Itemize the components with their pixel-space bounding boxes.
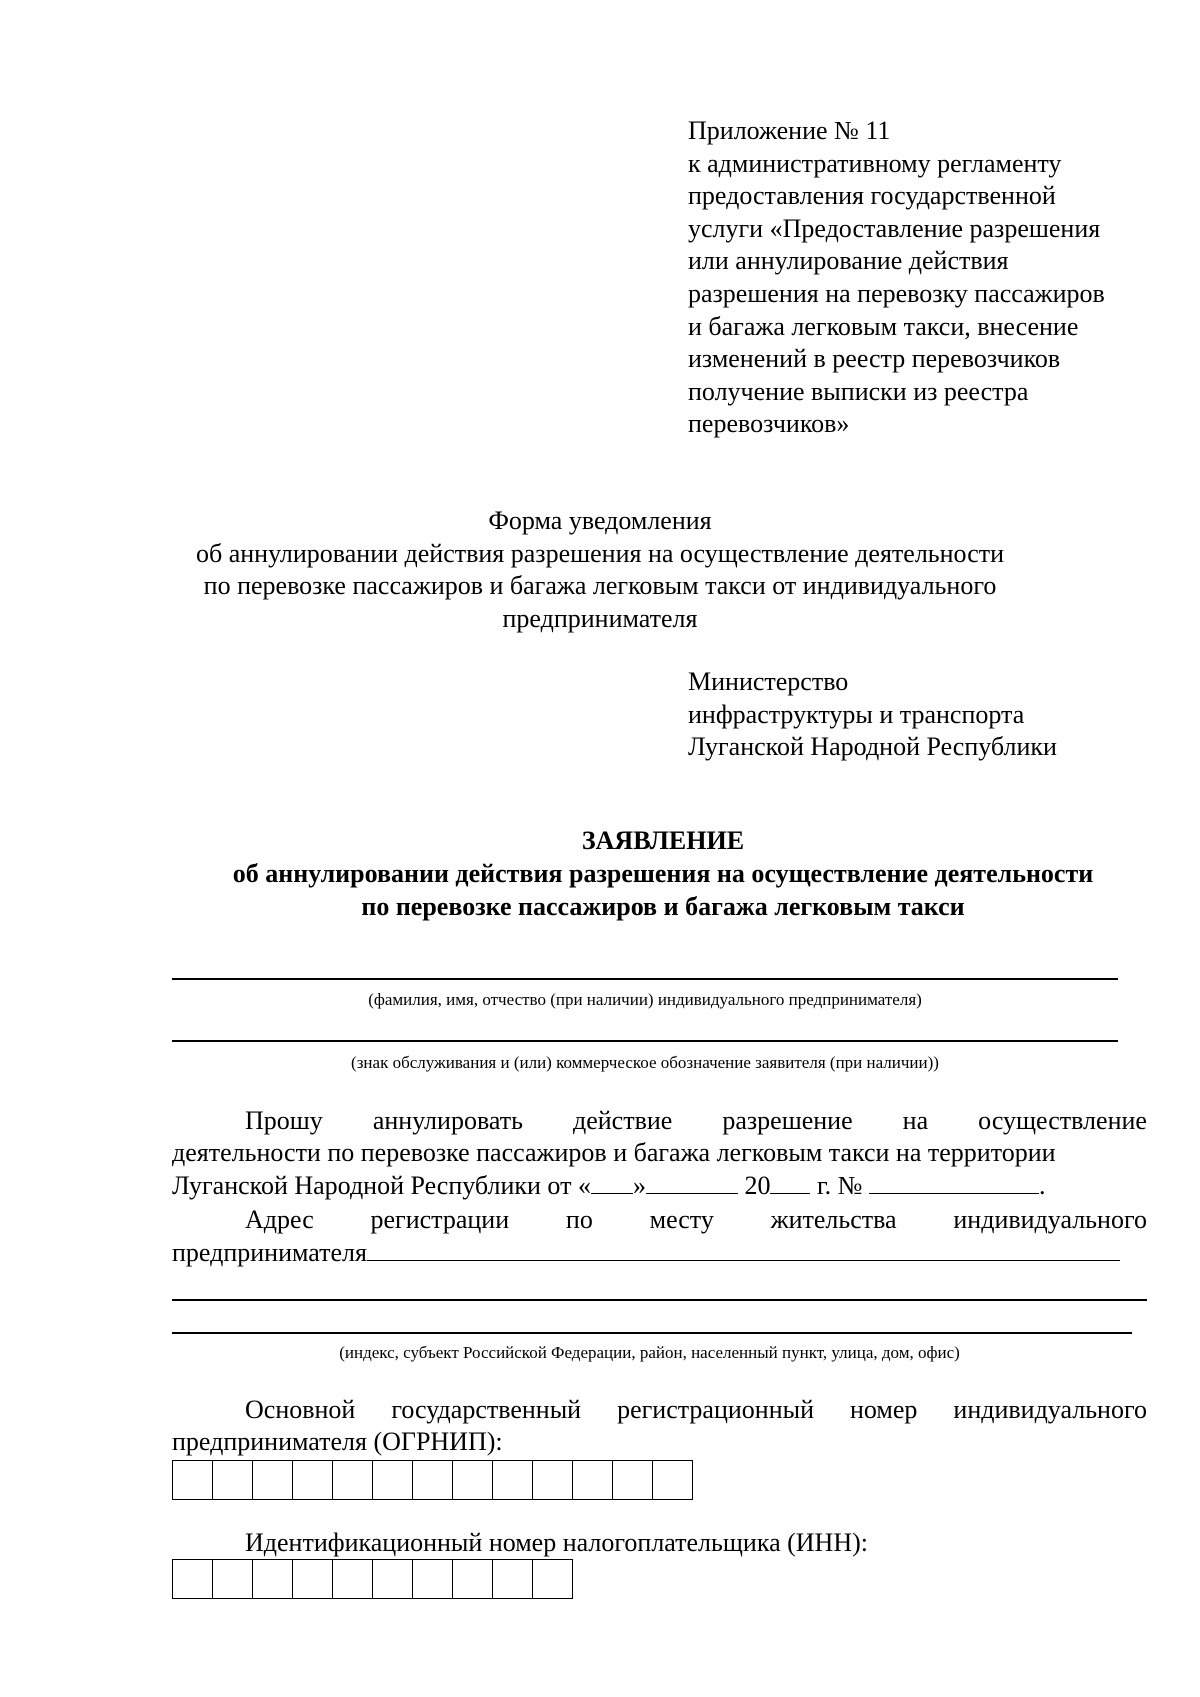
ogrnip-digit-box[interactable] [533, 1461, 573, 1499]
inn-digit-box[interactable] [453, 1560, 493, 1598]
ogrnip-digit-box[interactable] [613, 1461, 653, 1499]
name-field-line[interactable] [172, 978, 1118, 980]
request-line-3 [172, 1171, 1046, 1201]
inn-boxes [172, 1559, 573, 1599]
brand-field-line[interactable] [172, 1040, 1118, 1042]
request-word: на [902, 1106, 929, 1135]
request-line-2: деятельности по перевозке пассажиров и багажа легковым такси на территории [172, 1138, 1056, 1167]
appendix-line: перевозчиков» [688, 409, 850, 439]
inn-digit-box[interactable] [333, 1560, 373, 1598]
ogrnip-digit-box[interactable] [373, 1461, 413, 1499]
inn-digit-box[interactable] [413, 1560, 453, 1598]
form-title-line: предпринимателя [502, 603, 698, 633]
appendix-line: Приложение № 11 [688, 116, 891, 145]
ogrnip-digit-box[interactable] [173, 1461, 213, 1499]
address-word: жительства [770, 1205, 897, 1234]
statement-heading [63, 824, 1200, 923]
day-field[interactable] [591, 1171, 633, 1194]
ogrnip-word: государственный [391, 1395, 582, 1424]
address-word: по [565, 1205, 593, 1234]
statement-title: ЗАЯВЛЕНИЕ [581, 826, 745, 855]
form-title [0, 505, 1200, 635]
statement-subtitle: по перевозке пассажиров и багажа легковым такси [361, 892, 965, 921]
ogrnip-word: номер [850, 1395, 918, 1424]
appendix-note [688, 115, 1188, 441]
addressee-line: инфраструктуры и транспорта [688, 699, 1025, 729]
request-number-label: г. № [810, 1171, 869, 1200]
address-field-line-2[interactable] [172, 1299, 1147, 1301]
ogrnip-digit-box[interactable] [493, 1461, 533, 1499]
request-word: действие [573, 1106, 673, 1135]
statement-subtitle: об аннулировании действия разрешения на осуществление деятельности [232, 859, 1094, 888]
address-word: месту [649, 1205, 714, 1234]
ogrnip-line-2: предпринимателя (ОГРНИП): [172, 1427, 503, 1456]
address-field[interactable] [367, 1238, 1120, 1261]
ogrnip-word: регистрационный [617, 1395, 815, 1424]
ogrnip-digit-box[interactable] [453, 1461, 493, 1499]
inn-digit-box[interactable] [373, 1560, 413, 1598]
address-caption: (индекс, субъект Российской Федерации, район, населенный пункт, улица, дом, офис) [339, 1343, 960, 1362]
address-line-2 [172, 1238, 1120, 1268]
form-title-line: Форма уведомления [488, 506, 712, 535]
inn-digit-box[interactable] [253, 1560, 293, 1598]
ogrnip-digit-box[interactable] [293, 1461, 333, 1499]
address-field-line-3[interactable] [172, 1332, 1132, 1334]
month-field[interactable] [646, 1171, 738, 1194]
inn-digit-box[interactable] [533, 1560, 573, 1598]
request-end: . [1039, 1171, 1046, 1200]
request-prefix: Луганской Народной Республики от « [172, 1171, 591, 1200]
appendix-line: разрешения на перевозку пассажиров [688, 278, 1105, 308]
appendix-line: и багажа легковым такси, внесение [688, 311, 1079, 341]
ogrnip-boxes [172, 1460, 693, 1500]
ogrnip-digit-box[interactable] [333, 1461, 373, 1499]
address-word: регистрации [370, 1205, 510, 1234]
appendix-line: или аннулирование действия [688, 246, 1009, 276]
address-word: индивидуального [953, 1205, 1147, 1234]
inn-digit-box[interactable] [293, 1560, 333, 1598]
address-label: предпринимателя [172, 1238, 367, 1267]
request-line-1 [245, 1106, 1147, 1136]
ogrnip-digit-box[interactable] [653, 1461, 693, 1499]
request-word: аннулировать [372, 1106, 523, 1135]
request-word: осуществление [978, 1106, 1147, 1135]
appendix-line: предоставления государственной [688, 181, 1056, 211]
ogrnip-word: индивидуального [953, 1395, 1147, 1424]
permit-number-field[interactable] [869, 1171, 1039, 1194]
request-word: Прошу [245, 1106, 323, 1135]
request-word: разрешение [722, 1106, 853, 1135]
inn-label: Идентификационный номер налогоплательщика (ИНН): [245, 1528, 868, 1557]
ogrnip-word: Основной [245, 1395, 356, 1424]
ogrnip-line-1 [245, 1395, 1147, 1425]
address-word: Адрес [245, 1205, 314, 1234]
addressee-line: Министерство [688, 667, 849, 696]
appendix-line: изменений в реестр перевозчиков [688, 344, 1061, 374]
appendix-line: услуги «Предоставление разрешения [688, 213, 1101, 243]
ogrnip-digit-box[interactable] [413, 1461, 453, 1499]
ogrnip-digit-box[interactable] [253, 1461, 293, 1499]
brand-caption: (знак обслуживания и (или) коммерческое обозначение заявителя (при наличии)) [351, 1053, 939, 1072]
inn-digit-box[interactable] [493, 1560, 533, 1598]
request-quote: » [632, 1171, 646, 1200]
inn-digit-box[interactable] [213, 1560, 253, 1598]
form-title-line: об аннулировании действия разрешения на осуществление деятельности [195, 538, 1005, 568]
address-line-1 [245, 1205, 1147, 1235]
appendix-line: получение выписки из реестра [688, 376, 1029, 406]
addressee-line: Луганской Народной Республики [688, 732, 1057, 761]
ogrnip-digit-box[interactable] [573, 1461, 613, 1499]
year-field[interactable] [770, 1171, 810, 1194]
appendix-line: к административному регламенту [688, 148, 1062, 178]
ogrnip-digit-box[interactable] [213, 1461, 253, 1499]
inn-digit-box[interactable] [173, 1560, 213, 1598]
name-caption: (фамилия, имя, отчество (при наличии) индивидуального предпринимателя) [368, 990, 922, 1009]
form-title-line: по перевозке пассажиров и багажа легковым такси от индивидуального [203, 571, 997, 600]
addressee [688, 666, 1188, 764]
request-year: 20 [744, 1171, 771, 1200]
